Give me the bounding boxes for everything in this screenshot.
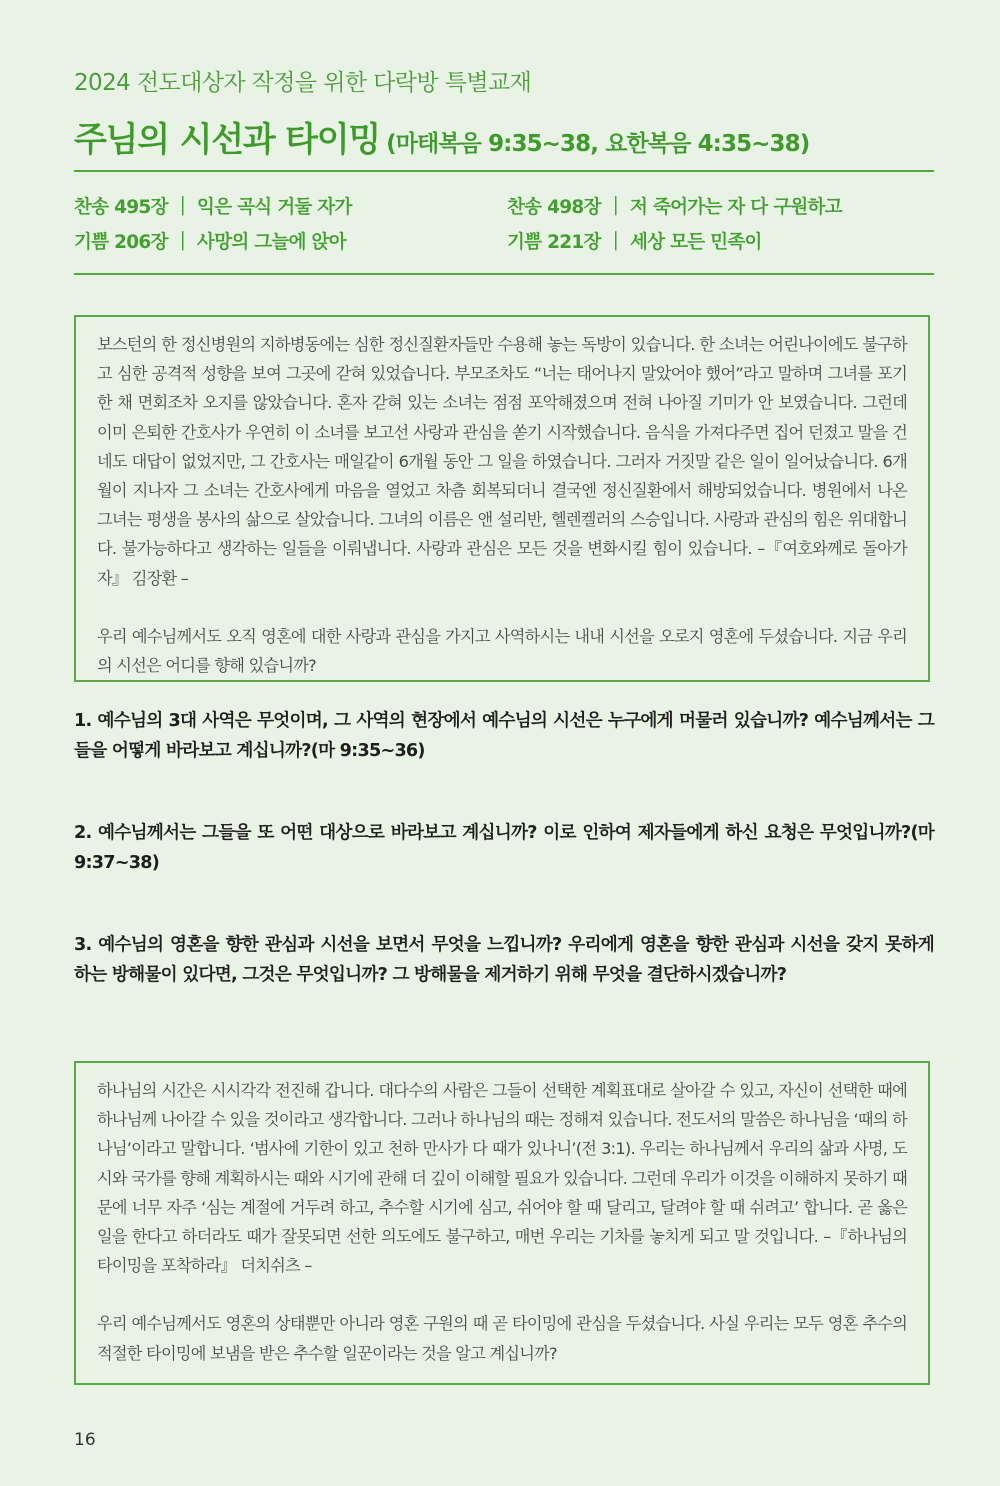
hymn-divider — [74, 273, 934, 275]
question-2: 2. 예수님께서는 그들을 또 어떤 대상으로 바라보고 계십니까? 이로 인하여 제자들에게 하신 요청은 무엇입니까?(마 9:37~38) — [74, 823, 934, 873]
reflection-text-1: 우리 예수님께서도 오직 영혼에 대한 사랑과 관심을 가지고 사역하시는 내내 시선을 오로지 영혼에 두셨습니다. 지금 우리의 시선은 어디를 향해 있습니까? — [97, 626, 907, 676]
story-box-2 — [74, 1061, 930, 1385]
reflection-text-2: 우리 예수님께서도 영혼의 상태뿐만 아니라 영혼 구원의 때 곧 타이밍에 관심을 두셨습니다. 사실 우리는 모두 영혼 추수의 적절한 타이밍에 보냄을 받은 추수할 일꾼이라는 것을 알고 계십니까? — [97, 1314, 907, 1363]
page-number: 16 — [74, 1430, 96, 1450]
story-text-1: 보스턴의 한 정신병원의 지하병동에는 심한 정신질환자들만 수용해 놓는 독방이 있습니다. 한 소녀는 어린나이에도 불구하고 심한 공격적 성향을 보여 그곳에 갇혀 있었습니다. 부모조차도 “너는 태어나지 말았어야 했어”라고 말하며 그녀를 포기한 채 면회조차 오지를 않았습니다. 혼자 갇혀 있는 소녀는 점점 포악해졌으며 전혀 나아질 기미가 안 보였습니다. 그런데 이미 은퇴한 간호사가 우연히 이 소녀를 보고선 사랑과 관심을 쏟기 시작했습니다. 음식을 가져다주면 집어 던졌고 말을 건네도 대답이 없었지만, 그 간호사는 매일같이 6개월 동안 그 일을 하였습니다. 그러자 거짓말 같은 일이 일어났습니다. 6개월이 지나자 그 소녀는 간호사에게 마음을 열었고 차츰 회복되더니 결국엔 정신질환에서 해방되었습니다. 병원에서 나온 그녀는 평생을 봉사의 삶으로 살았습니다. 그녀의 이름은 앤 설리반, 헬렌켈러의 스승입니다. 사랑과 관심의 힘은 위대합니다. 불가능하다고 생각하는 일들을 이뤄냅니다. 사랑과 관심은 모든 것을 변화시킬 힘이 있습니다. –『여호와께로 돌아가자』 김장환 – — [97, 335, 907, 588]
hymn-right-1: 찬송 498장 ｜ 저 죽어가는 자 다 구원하고 — [507, 197, 842, 218]
hymn-right-2: 기쁨 221장 ｜ 세상 모든 민족이 — [507, 232, 762, 253]
top-divider — [74, 170, 934, 172]
series-subtitle: 2024 전도대상자 작정을 위한 다락방 특별교재 — [74, 70, 532, 96]
question-1: 1. 예수님의 3대 사역은 무엇이며, 그 사역의 현장에서 예수님의 시선은 누구에게 머물러 있습니까? 예수님께서는 그들을 어떻게 바라보고 계십니까?(마 9:35~36) — [74, 711, 934, 761]
story-text-2: 하나님의 시간은 시시각각 전진해 갑니다. 대다수의 사람은 그들이 선택한 계획표대로 살아갈 수 있고, 자신이 선택한 때에 하나님께 나아갈 수 있을 것이라고 생각합니다. 그러나 하나님의 때는 정해져 있습니다. 전도서의 말씀은 하나님을 ‘때의 하나님’이라고 말합니다. ‘범사에 기한이 있고 천하 만사가 다 때가 있나니’(전 3:1). 우리는 하나님께서 우리의 삶과 사명, 도시와 국가를 향해 계획하시는 때와 시기에 관해 더 깊이 이해할 필요가 있습니다. 그런데 우리가 이것을 이해하지 못하기 때문에 너무 자주 ‘심는 계절에 거두려 하고, 추수할 시기에 심고, 쉬어야 할 때 달리고, 달려야 할 때 쉬려고’ 합니다. 곧 옳은 일을 한다고 하더라도 때가 잘못되면 선한 의도에도 불구하고, 매번 우리는 기차를 놓치게 되고 말 것입니다. –『하나님의 타이밍을 포착하라』 더치쉬츠 – — [97, 1081, 907, 1276]
question-3: 3. 예수님의 영혼을 향한 관심과 시선을 보면서 무엇을 느낍니까? 우리에게 영혼을 향한 관심과 시선을 갖지 못하게 하는 방해물이 있다면, 그것은 무엇입니까? 그 방해물을 제거하기 위해 무엇을 결단하시겠습니까? — [74, 935, 934, 985]
lesson-title: 주님의 시선과 타이밍 — [74, 120, 381, 160]
hymn-left-1: 찬송 495장 ｜ 익은 곡식 거둘 자가 — [74, 197, 352, 218]
scripture-reference: (마태복음 9:35~38, 요한복음 4:35~38) — [386, 131, 810, 157]
lesson-title-row — [74, 112, 809, 161]
hymn-left-2: 기쁨 206장 ｜ 사망의 그늘에 앉아 — [74, 232, 346, 253]
story-box-1 — [74, 315, 930, 682]
